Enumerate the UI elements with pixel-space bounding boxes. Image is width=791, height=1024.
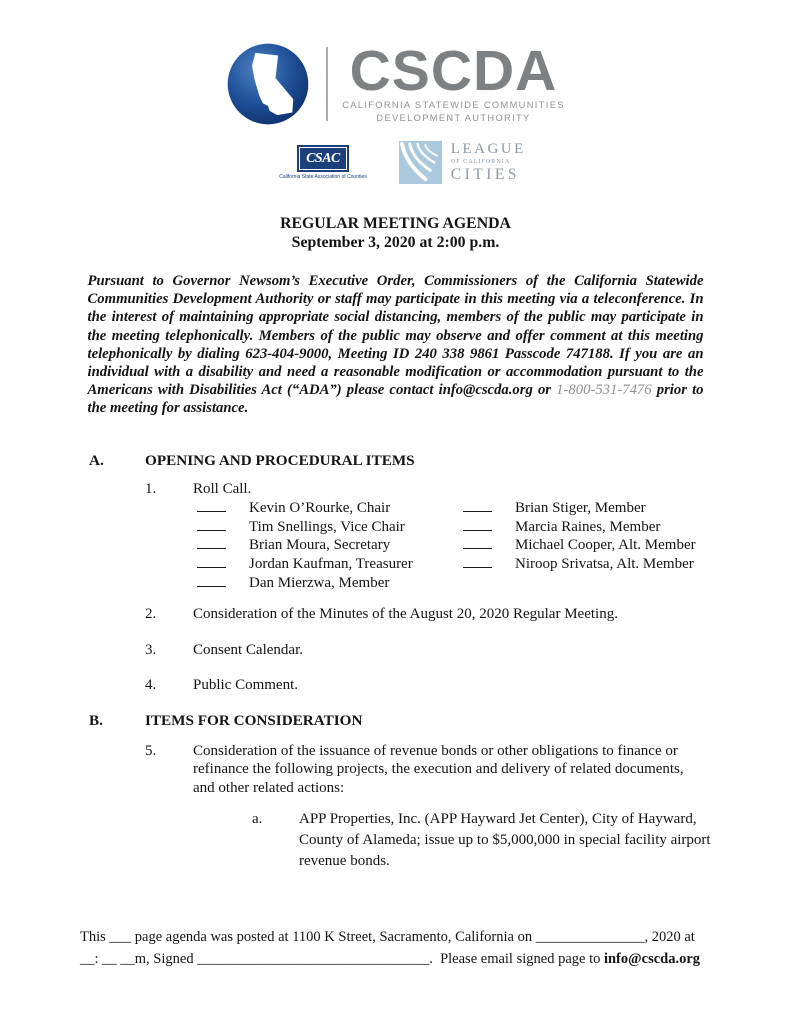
roll-call-entry <box>463 555 696 574</box>
roll-call-name: Dan Mierzwa, Member <box>249 574 390 591</box>
item-4-text: Public Comment. <box>193 677 298 694</box>
partner-logos <box>279 141 526 184</box>
email-text: info@cscda.org <box>603 951 701 967</box>
csac-logo-icon <box>297 145 349 172</box>
roll-call-blank <box>197 555 226 568</box>
roll-call-entry <box>197 555 463 574</box>
roll-call-blank <box>463 555 492 568</box>
section-b-heading <box>89 711 791 730</box>
item-1-text: Roll Call. <box>193 480 252 497</box>
roll-call-list <box>197 499 791 592</box>
roll-call-name: Michael Cooper, Alt. Member <box>515 537 696 554</box>
roll-call-blank <box>197 499 226 512</box>
roll-call-name: Tim Snellings, Vice Chair <box>249 518 405 535</box>
agenda-item-4 <box>145 676 791 695</box>
agenda-title: REGULAR MEETING AGENDA <box>280 215 511 232</box>
cscda-subtitle-line2: DEVELOPMENT AUTHORITY <box>376 113 531 124</box>
posting-note-line1: This ___ page agenda was posted at 1100 K Street, Sacramento, California on _______________, 2020 at <box>80 929 695 945</box>
roll-call-name: Brian Stiger, Member <box>515 500 646 517</box>
cscda-wordmark <box>342 38 565 124</box>
cscda-logo <box>226 38 565 126</box>
agenda-item-1 <box>145 480 791 499</box>
posting-note-line2-text: __: __ __m, Signed ________________________________. Please email signed page to <box>80 951 604 967</box>
roll-call-name: Marcia Raines, Member <box>515 518 661 535</box>
header-logos <box>0 0 791 184</box>
roll-call-entry <box>463 499 696 518</box>
item-2-number: 2. <box>145 606 157 623</box>
section-b-letter: B. <box>89 711 103 729</box>
roll-call-name: Jordan Kaufman, Treasurer <box>249 555 413 572</box>
league-wordmark <box>451 142 526 183</box>
notice-text-after: prior to the meeting for assistance. <box>87 382 704 417</box>
california-map-icon <box>226 42 310 126</box>
csac-acronym: CSAC <box>306 151 340 166</box>
item-5-text: Consideration of the issuance of revenue bonds or other obligations to finance or refinance the following projects, the execution and delivery of related documents, and other related actions: <box>193 742 684 796</box>
roll-call-blank <box>197 536 226 549</box>
csac-tagline: California State Association of Counties <box>279 174 367 180</box>
roll-call-name: Kevin O’Rourke, Chair <box>249 500 391 517</box>
roll-call-blank <box>463 499 492 512</box>
roll-call-entry <box>197 499 463 518</box>
roll-call-blank <box>463 518 492 531</box>
item-5a-text: APP Properties, Inc. (APP Hayward Jet Center), City of Hayward, County of Alameda; issue up to $5,000,000 in special facility airport revenue bonds. <box>299 811 711 870</box>
agenda-datetime: September 3, 2020 at 2:00 p.m. <box>291 234 500 251</box>
roll-call-entry <box>463 518 696 537</box>
league-line2: OF CALIFORNIA <box>450 158 511 166</box>
roll-call-entry <box>197 574 463 593</box>
roll-call-right-column <box>463 499 696 592</box>
league-of-california-cities-logo <box>399 141 526 184</box>
roll-call-entry <box>197 518 463 537</box>
csac-logo <box>279 145 367 180</box>
phone-link[interactable]: 1-800-531-7476 <box>556 382 652 399</box>
cscda-acronym: CSCDA <box>349 38 558 103</box>
roll-call-name: Niroop Srivatsa, Alt. Member <box>515 555 694 572</box>
roll-call-name: Brian Moura, Secretary <box>249 537 391 554</box>
item-5-number: 5. <box>145 742 157 759</box>
agenda-item-3 <box>145 641 791 660</box>
item-3-number: 3. <box>145 641 157 658</box>
section-a-letter: A. <box>89 451 104 469</box>
section-a-heading <box>89 451 791 470</box>
league-swoosh-icon <box>399 141 442 184</box>
item-5a-letter: a. <box>252 811 263 828</box>
agenda-item-2 <box>145 605 791 624</box>
agenda-item-5a <box>252 809 791 872</box>
notice-text-before: Pursuant to Governor Newsom’s Executive Order, Commissioners of the California Statewide Communities Development Authority or staff may participate in this meeting via a teleconference. In the interest of maintaining appropriate social distancing, members of the public may participate in the meeting telephonically. Members of the public may observe and offer comment at this meeting telephonically by dialing 623-404-9000, Meeting ID 240 338 9861 Passcode 747188. If you are an individual with a disability and need a reasonable modification or accommodation pursuant to the Americans with Disabilities Act (“ADA”) please contact info@cscda.org or <box>87 273 704 399</box>
agenda-item-5 <box>145 742 791 798</box>
roll-call-entry <box>463 536 696 555</box>
section-b-title: ITEMS FOR CONSIDERATION <box>145 711 363 729</box>
roll-call-left-column <box>197 499 463 592</box>
teleconference-notice <box>88 272 704 418</box>
item-3-text: Consent Calendar. <box>193 641 303 658</box>
roll-call-entry <box>197 536 463 555</box>
logo-divider <box>326 47 328 121</box>
section-a-title: OPENING AND PROCEDURAL ITEMS <box>145 451 415 469</box>
item-1-number: 1. <box>145 480 157 497</box>
item-4-number: 4. <box>145 677 157 694</box>
roll-call-blank <box>463 536 492 549</box>
item-2-text: Consideration of the Minutes of the August 20, 2020 Regular Meeting. <box>193 606 618 623</box>
league-line1: LEAGUE <box>450 141 526 158</box>
roll-call-blank <box>197 574 226 587</box>
title-block <box>0 214 791 252</box>
roll-call-blank <box>197 518 226 531</box>
posting-note <box>80 926 700 970</box>
cscda-subtitle-line1: CALIFORNIA STATEWIDE COMMUNITIES <box>342 100 565 111</box>
posting-note-line2 <box>80 948 700 970</box>
league-line3: CITIES <box>450 166 520 184</box>
